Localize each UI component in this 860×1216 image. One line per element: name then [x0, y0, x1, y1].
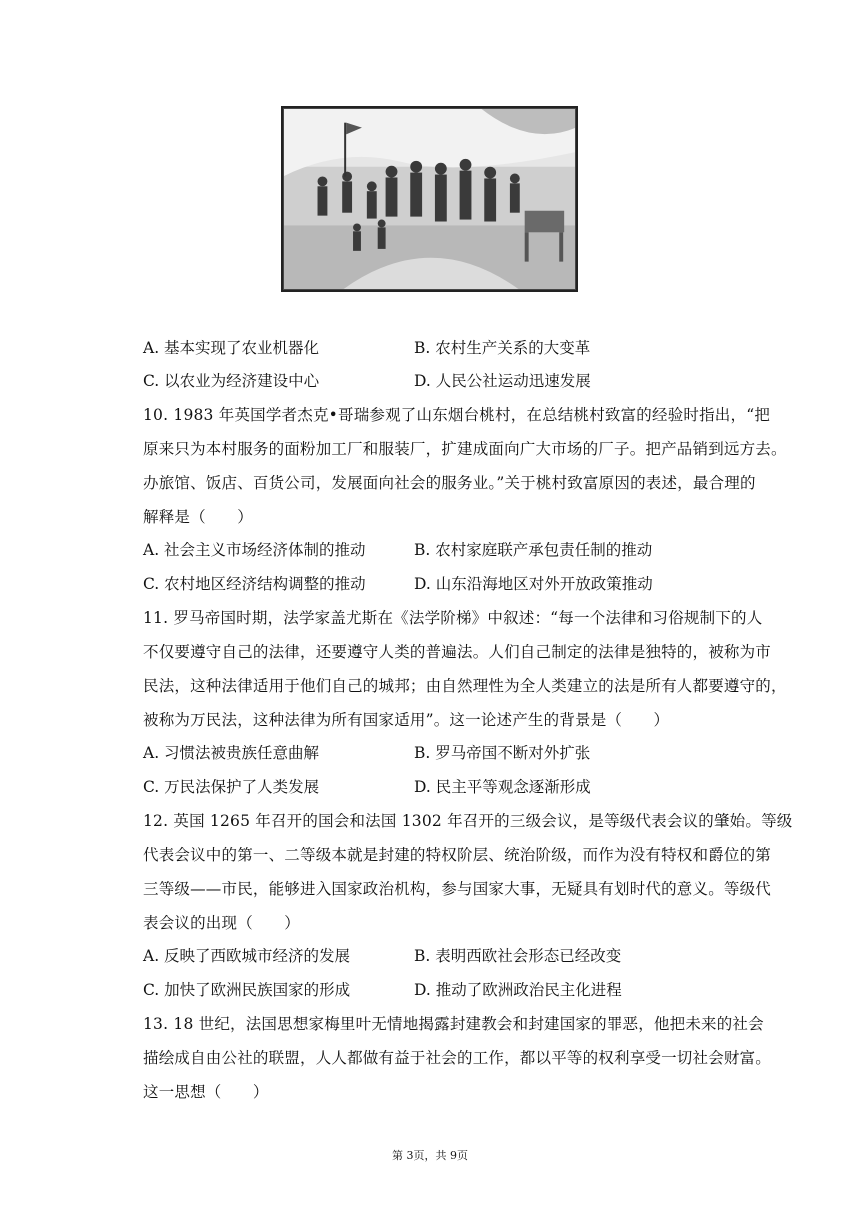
q11-stem-line-2: 不仅要遵守自己的法律，还要遵守人类的普遍法。人们自己制定的法律是独特的，被称为市: [143, 643, 772, 661]
q11-option-c: C. 万民法保护了人类发展: [143, 778, 320, 796]
historical-illustration: [281, 106, 578, 292]
q10-stem-line-2: 原来只为本村服务的面粉加工厂和服装厂，扩建成面向广大市场的厂子。把产品销到远方去。: [143, 440, 787, 458]
q10-option-c: C. 农村地区经济结构调整的推动: [143, 575, 366, 593]
q13-stem-line-3: 这一思想（ ）: [143, 1083, 269, 1101]
q12-option-a: A. 反映了西欧城市经济的发展: [143, 947, 351, 965]
q10-option-b: B. 农村家庭联产承包责任制的推动: [414, 541, 653, 559]
q11-stem-line-1: 11. 罗马帝国时期，法学家盖尤斯在《法学阶梯》中叙述：“每一个法律和习俗规制下的人: [143, 609, 763, 627]
q9-option-c: C. 以农业为经济建设中心: [143, 372, 320, 390]
q11-option-b: B. 罗马帝国不断对外扩张: [414, 744, 591, 762]
q12-option-d: D. 推动了欧洲政治民主化进程: [414, 981, 622, 999]
q10-option-d: D. 山东沿海地区对外开放政策推动: [414, 575, 653, 593]
q11-stem-line-4: 被称为万民法，这种法律为所有国家适用”。这一论述产生的背景是（ ）: [143, 711, 670, 729]
q9-option-d: D. 人民公社运动迅速发展: [414, 372, 591, 390]
q10-option-a: A. 社会主义市场经济体制的推动: [143, 541, 366, 559]
q10-stem-line-4: 解释是（ ）: [143, 508, 253, 526]
q12-stem-line-3: 三等级——市民，能够进入国家政治机构，参与国家大事，无疑具有划时代的意义。等级代: [143, 880, 772, 898]
q12-stem-line-2: 代表会议中的第一、二等级本就是封建的特权阶层、统治阶级，而作为没有特权和爵位的第: [143, 846, 772, 864]
q11-option-a: A. 习惯法被贵族任意曲解: [143, 744, 320, 762]
q12-option-b: B. 表明西欧社会形态已经改变: [414, 947, 622, 965]
q9-option-b: B. 农村生产关系的大变革: [414, 339, 591, 357]
q13-stem-line-2: 描绘成自由公社的联盟，人人都做有益于社会的工作，都以平等的权利享受一切社会财富。: [143, 1049, 772, 1067]
q12-stem-line-1: 12. 英国 1265 年召开的国会和法国 1302 年召开的三级会议，是等级代表会议的肇始。等级: [143, 812, 793, 830]
q9-option-a: A. 基本实现了农业机器化: [143, 339, 320, 357]
q11-option-d: D. 民主平等观念逐渐形成: [414, 778, 591, 796]
illustration-drawing: [283, 108, 576, 290]
q13-stem-line-1: 13. 18 世纪，法国思想家梅里叶无情地揭露封建教会和封建国家的罪恶，他把未来的社会: [143, 1015, 764, 1033]
page-number: 第 3页，共 9页: [392, 1149, 468, 1162]
q12-option-c: C. 加快了欧洲民族国家的形成: [143, 981, 351, 999]
q11-stem-line-3: 民法，这种法律适用于他们自己的城邦；由自然理性为全人类建立的法是所有人都要遵守的，: [143, 677, 787, 695]
q10-stem-line-1: 10. 1983 年英国学者杰克•哥瑞参观了山东烟台桃村，在总结桃村致富的经验时指出，“把: [143, 406, 771, 424]
q10-stem-line-3: 办旅馆、饭店、百货公司，发展面向社会的服务业。”关于桃村致富原因的表述，最合理的: [143, 474, 756, 492]
q12-stem-line-4: 表会议的出现（ ）: [143, 914, 301, 932]
